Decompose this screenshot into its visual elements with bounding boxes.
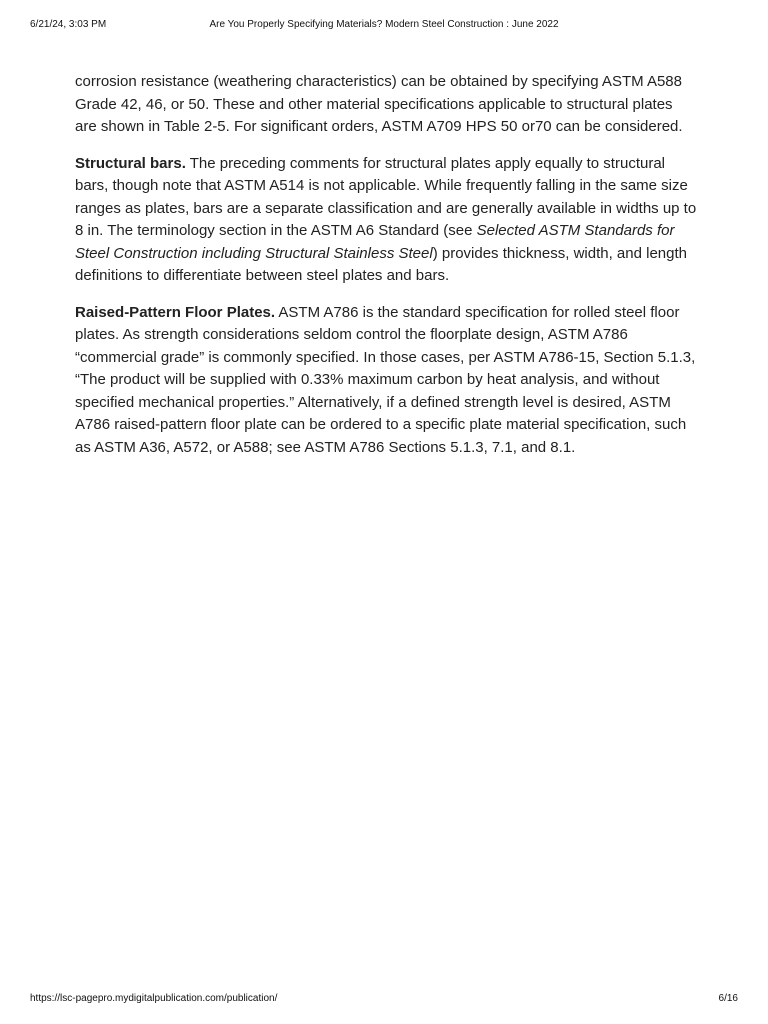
paragraph-floor-plates bbox=[75, 302, 697, 460]
print-footer bbox=[30, 992, 738, 1006]
footer-url: https://lsc-pagepro.mydigitalpublication.com/publication/ bbox=[30, 993, 278, 1004]
header-date: 6/21/24, 3:03 PM bbox=[30, 19, 107, 30]
paragraph-structural-bars bbox=[75, 153, 697, 288]
page-number: 6/16 bbox=[718, 993, 738, 1004]
paragraph-text: The preceding comments for structural plates apply equally to structural bars, though note that ASTM A514 is not applicable. While frequently falling in the same size ranges as plates, bars are a separate classification and are generally available in widths up to 8 in. The terminology section in the ASTM A6 Standard (see bbox=[75, 154, 697, 239]
print-header bbox=[30, 18, 738, 32]
paragraph-text: ) provides thickness, width, and length definitions to differentiate between steel plates and bars. bbox=[75, 244, 687, 284]
header-title: Are You Properly Specifying Materials? Modern Steel Construction : June 2022 bbox=[209, 19, 559, 30]
paragraph-corrosion-resistance bbox=[75, 71, 697, 139]
publication-title: Selected ASTM Standards for Steel Construction including Structural Stainless Steel bbox=[75, 222, 675, 262]
paragraph-heading: Raised-Pattern Floor Plates. bbox=[75, 303, 276, 321]
article-body bbox=[75, 71, 697, 473]
paragraph-heading: Structural bars. bbox=[75, 154, 186, 172]
paragraph-text: corrosion resistance (weathering characteristics) can be obtained by specifying ASTM A588 Grade 42, 46, or 50. These and other material specifications applicable to structural plates are shown in Table 2-5. For significant orders, ASTM A709 HPS 50 or70 can be considered. bbox=[75, 73, 683, 135]
paragraph-text: ASTM A786 is the standard specification for rolled steel floor plates. As strength considerations seldom control the floorplate design, ASTM A786 “commercial grade” is commonly specified. In those cases, per ASTM A786-15, Section 5.1.3, “The product will be supplied with 0.33% maximum carbon by heat analysis, and without specified mechanical properties.” Alternatively, if a defined strength level is desired, ASTM A786 raised-pattern floor plate can be ordered to a specific plate material specification, such as ASTM A36, A572, or A588; see ASTM A786 Sections 5.1.3, 7.1, and 8.1. bbox=[75, 303, 696, 456]
